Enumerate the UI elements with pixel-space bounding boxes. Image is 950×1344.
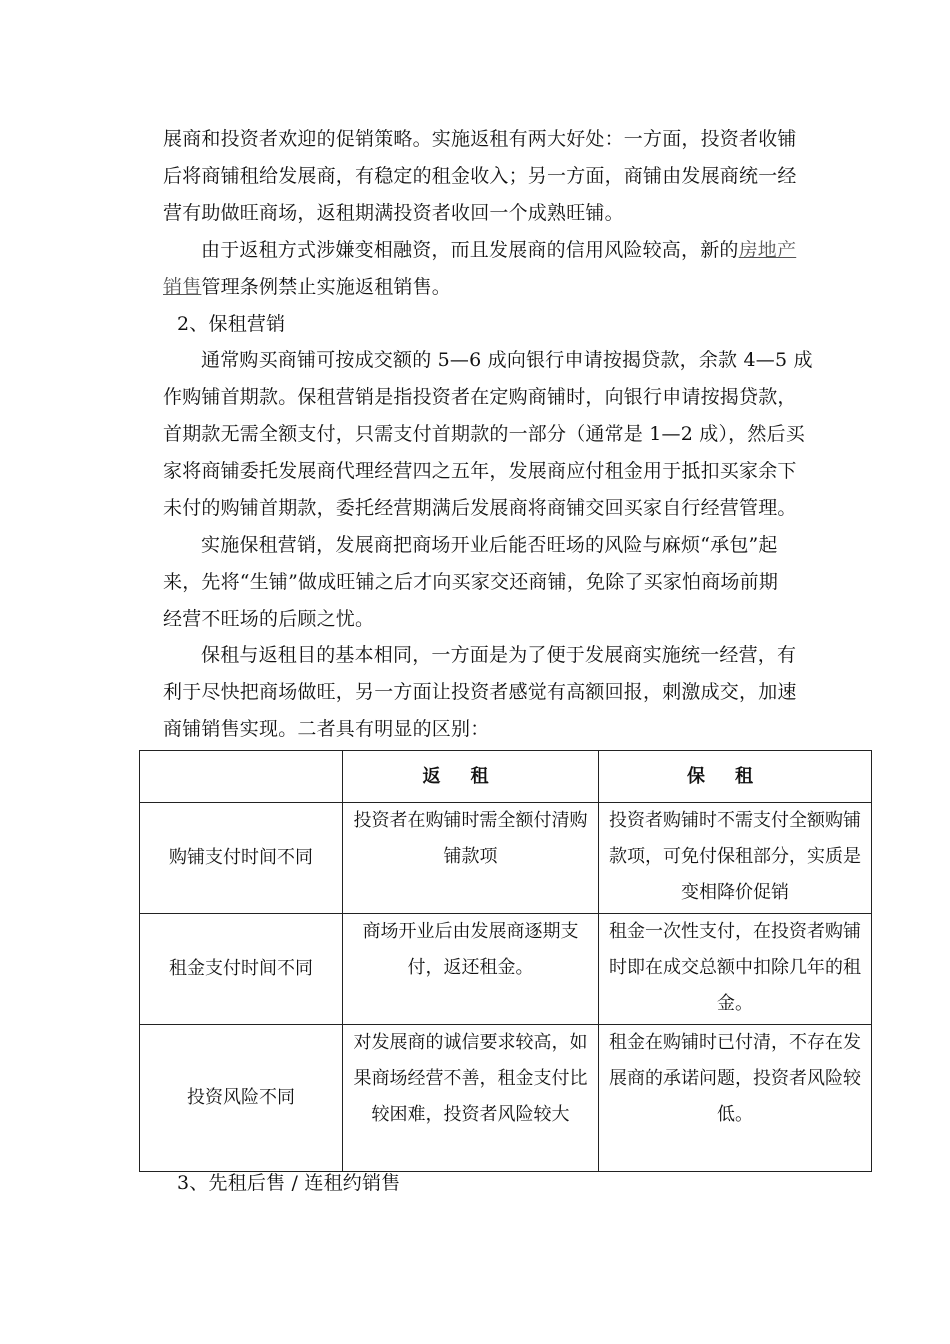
paragraph-line: 通常购买商铺可按成交额的 5—6 成向银行申请按揭贷款，余款 4—5 成 [201, 349, 813, 371]
paragraph-text: 管理条例禁止实施返租销售。 [201, 276, 452, 298]
paragraph-line [201, 238, 796, 262]
table-row [140, 803, 872, 914]
row-label: 购铺支付时间不同 [140, 803, 343, 914]
paragraph-line: 营有助做旺商场，返租期满投资者收回一个成熟旺铺。 [163, 202, 624, 224]
table-row [140, 914, 872, 1025]
table-header-cell: 保租 [599, 751, 872, 803]
paragraph-line: 首期款无需全额支付，只需支付首期款的一部分（通常是 1—2 成），然后买 [163, 423, 805, 445]
row-label: 租金支付时间不同 [140, 914, 343, 1025]
section-heading: 2、保租营销 [177, 313, 286, 335]
real-estate-link[interactable]: 房地产 [738, 239, 797, 261]
paragraph-line: 后将商铺租给发展商，有稳定的租金收入；另一方面，商铺由发展商统一经 [163, 165, 797, 187]
table-cell: 投资者购铺时不需支付全额购铺款项，可免付保租部分，实质是变相降价促销 [599, 803, 872, 914]
paragraph-line: 未付的购铺首期款，委托经营期满后发展商将商铺交回买家自行经营管理。 [163, 497, 797, 519]
paragraph-line: 经营不旺场的后顾之忧。 [163, 608, 375, 630]
table-header-row [140, 751, 872, 803]
table-cell: 租金一次性支付，在投资者购铺时即在成交总额中扣除几年的租金。 [599, 914, 872, 1025]
table-cell: 对发展商的诚信要求较高，如果商场经营不善，租金支付比较困难，投资者风险较大 [343, 1025, 599, 1172]
paragraph-line: 商铺销售实现。二者具有明显的区别： [163, 718, 490, 740]
paragraph-line: 作购铺首期款。保租营销是指投资者在定购商铺时，向银行申请按揭贷款， [163, 386, 797, 408]
section-heading: 3、先租后售 / 连租约销售 [177, 1172, 401, 1194]
paragraph-line: 展商和投资者欢迎的促销策略。实施返租有两大好处：一方面，投资者收铺 [163, 128, 797, 150]
comparison-table [139, 750, 872, 1172]
paragraph-line: 来，先将“生铺”做成旺铺之后才向买家交还商铺，免除了买家怕商场前期 [163, 571, 779, 593]
paragraph-line [163, 275, 451, 299]
table-cell: 投资者在购铺时需全额付清购铺款项 [343, 803, 599, 914]
table-header-cell [140, 751, 343, 803]
paragraph-line: 实施保租营销，发展商把商场开业后能否旺场的风险与麻烦“承包”起 [201, 534, 778, 556]
table-cell: 商场开业后由发展商逐期支付，返还租金。 [343, 914, 599, 1025]
paragraph-line: 保租与返租目的基本相同，一方面是为了便于发展商实施统一经营，有 [201, 644, 797, 666]
real-estate-sales-link[interactable]: 销售 [163, 276, 202, 298]
paragraph-line: 利于尽快把商场做旺，另一方面让投资者感觉有高额回报，刺激成交，加速 [163, 681, 797, 703]
table-cell: 租金在购铺时已付清，不存在发展商的承诺问题，投资者风险较低。 [599, 1025, 872, 1172]
table-header-cell: 返租 [343, 751, 599, 803]
paragraph-line: 家将商铺委托发展商代理经营四之五年，发展商应付租金用于抵扣买家余下 [163, 460, 797, 482]
paragraph-text: 由于返租方式涉嫌变相融资，而且发展商的信用风险较高，新的 [201, 239, 739, 261]
table-row [140, 1025, 872, 1172]
row-label: 投资风险不同 [140, 1025, 343, 1172]
